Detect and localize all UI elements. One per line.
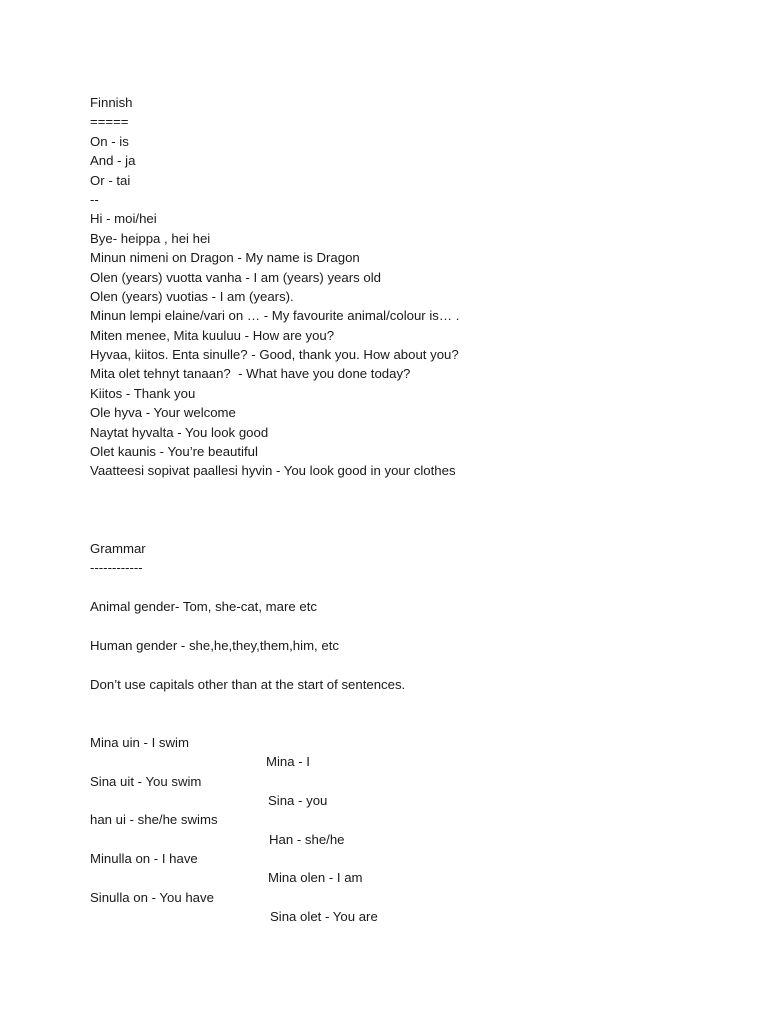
grammar-pair (90, 830, 750, 886)
grammar-pair-left: Minulla on - I have (90, 851, 198, 867)
vocab-line: On - is (90, 133, 129, 149)
grammar-note: Don’t use capitals other than at the start of sentences. (90, 676, 406, 692)
vocab-line: And - ja (90, 153, 136, 169)
blank-line (90, 578, 750, 597)
grammar-pair (90, 752, 750, 808)
vocab-line: Kiitos - Thank you (90, 385, 196, 401)
vocab-line: Or - tai (90, 172, 131, 188)
grammar-pair-left: Sina uit - You swim (90, 773, 202, 789)
grammar-pair (90, 868, 750, 925)
grammar-pair-right: Han - she/he (269, 831, 345, 847)
vocab-line: Mita olet tehnyt tanaan? - What have you done today? (90, 366, 411, 382)
vocab-line: Vaatteesi sopivat paallesi hyvin - You look good in your clothes (90, 463, 456, 479)
blank-line (90, 616, 750, 635)
grammar-note: Animal gender- Tom, she-cat, mare etc (90, 598, 317, 614)
grammar-pair-left: Sinulla on - You have (90, 889, 214, 905)
vocab-line: Olen (years) vuotias - I am (years). (90, 288, 294, 304)
vocab-separator: -- (90, 191, 99, 207)
grammar-pair-left: Mina uin - I swim (90, 734, 189, 750)
grammar-pair-right: Mina olen - I am (268, 870, 363, 886)
grammar-heading: Grammar (90, 540, 146, 556)
grammar-pair (90, 713, 750, 770)
blank-line (90, 733, 750, 752)
blank-line (90, 655, 750, 674)
grammar-pair-left: han ui - she/he swims (90, 812, 218, 828)
grammar-heading-underline: ------------ (90, 560, 143, 576)
vocab-line: Ole hyva - Your welcome (90, 405, 236, 421)
blank-line (90, 694, 750, 713)
grammar-pair-right: Sina olet - You are (270, 909, 378, 925)
vocab-line: Miten menee, Mita kuuluu - How are you? (90, 327, 335, 343)
document-page (90, 93, 750, 925)
vocab-line: Olen (years) vuotta vanha - I am (years) years old (90, 269, 381, 285)
grammar-pair (90, 791, 750, 847)
finnish-heading: Finnish (90, 95, 133, 110)
finnish-heading-underline: ===== (90, 114, 129, 130)
vocab-line: Bye- heippa , hei hei (90, 230, 211, 246)
vocab-line: Hi - moi/hei (90, 211, 157, 227)
section-gap (90, 481, 750, 539)
vocab-line: Hyvaa, kiitos. Enta sinulle? - Good, thank you. How about you? (90, 347, 459, 363)
vocab-line: Minun nimeni on Dragon - My name is Dragon (90, 250, 360, 266)
grammar-pair-right: Sina - you (268, 792, 328, 808)
grammar-pair-right: Mina - I (266, 754, 310, 770)
vocab-line: Minun lempi elaine/vari on … - My favourite animal/colour is… . (90, 308, 460, 324)
vocab-line: Olet kaunis - You’re beautiful (90, 444, 258, 460)
vocab-line: Naytat hyvalta - You look good (90, 424, 269, 440)
grammar-note: Human gender - she,he,they,them,him, etc (90, 637, 339, 653)
